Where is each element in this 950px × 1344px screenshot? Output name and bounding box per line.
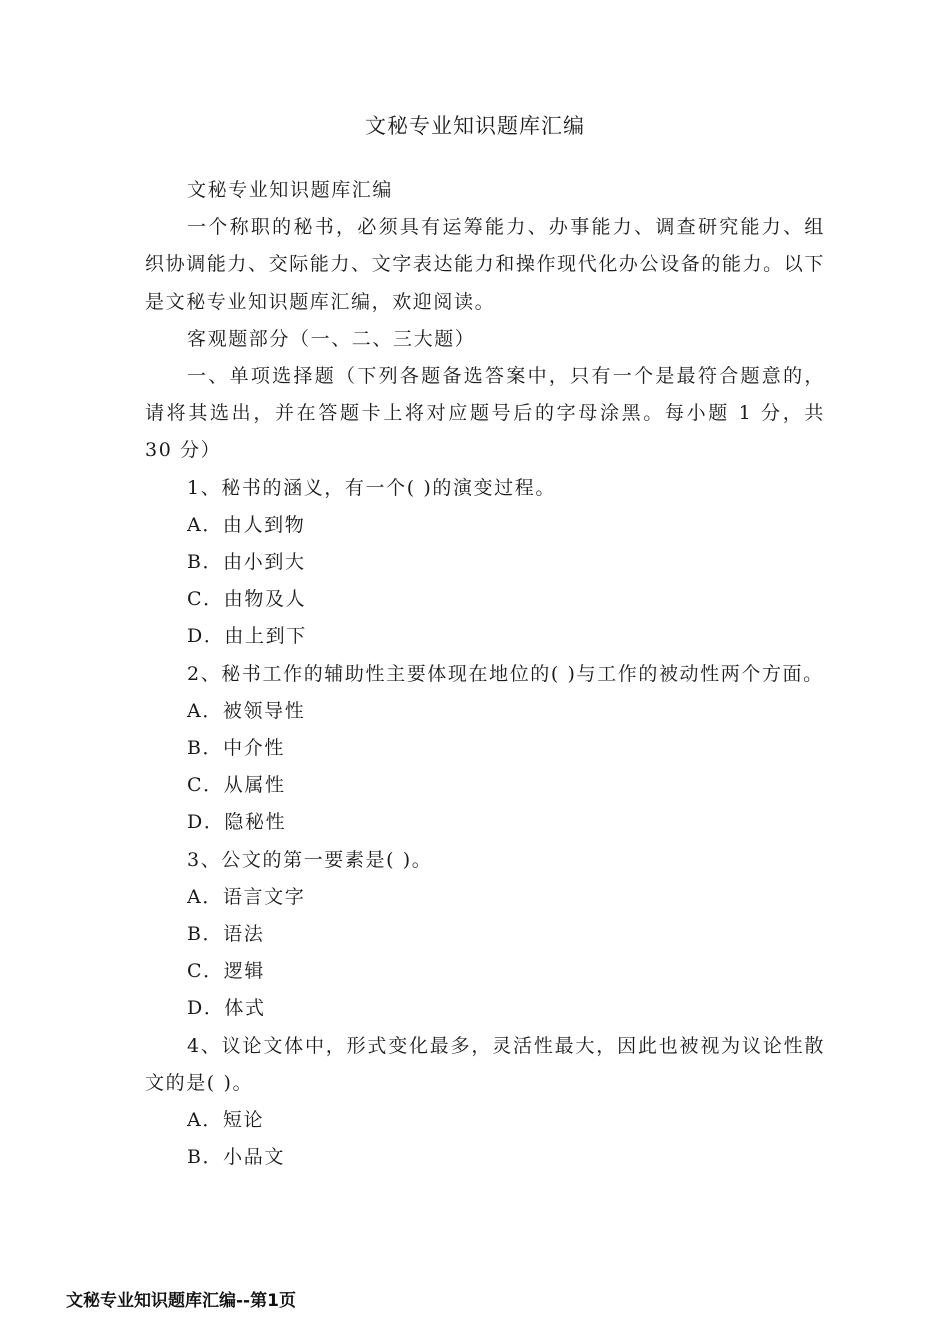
page-title: 文秘专业知识题库汇编 (365, 114, 585, 138)
question-1-option-d: D．由上到下 (187, 625, 307, 648)
question-4: 4、议论文体中，形式变化最多，灵活性最大，因此也被视为议论性散文的是( )。 (145, 1034, 825, 1094)
intro-heading: 文秘专业知识题库汇编 (187, 179, 394, 201)
question-1-option-a: A．由人到物 (187, 513, 306, 536)
question-3-option-a: A．语言文字 (187, 885, 306, 908)
question-1-option-b: B．由小到大 (187, 551, 306, 574)
question-1-option-c: C．由物及人 (187, 588, 307, 611)
question-2-option-a: A．被领导性 (187, 699, 306, 722)
document-body (145, 172, 825, 1176)
question-4-option-a: A．短论 (187, 1109, 265, 1132)
question-3-option-b: B．语法 (187, 923, 265, 946)
question-4-option-b: B．小品文 (187, 1146, 285, 1169)
section-heading: 客观题部分（一、二、三大题） (187, 327, 476, 350)
part-one-instruction: 一、单项选择题（下列各题备选答案中，只有一个是最符合题意的，请将其选出，并在答题卡上将对应题号后的字母涂黑。每小题 1 分，共 30 分） (145, 365, 825, 462)
question-3-option-d: D．体式 (187, 997, 266, 1020)
page-footer: 文秘专业知识题库汇编--第1页 (66, 1291, 296, 1311)
question-2-option-b: B．中介性 (187, 737, 285, 760)
question-2-option-c: C．从属性 (187, 774, 286, 797)
question-2: 2、秘书工作的辅助性主要体现在地位的( )与工作的被动性两个方面。 (187, 662, 824, 685)
question-2-option-d: D．隐秘性 (187, 811, 287, 834)
question-3: 3、公文的第一要素是( )。 (187, 848, 433, 871)
intro-paragraph: 一个称职的秘书，必须具有运筹能力、办事能力、调查研究能力、组织协调能力、交际能力、文字表达能力和操作现代化办公设备的能力。以下是文秘专业知识题库汇编，欢迎阅读。 (145, 216, 825, 313)
question-1: 1、秘书的涵义，有一个( )的演变过程。 (187, 476, 556, 499)
question-3-option-c: C．逻辑 (187, 960, 265, 983)
